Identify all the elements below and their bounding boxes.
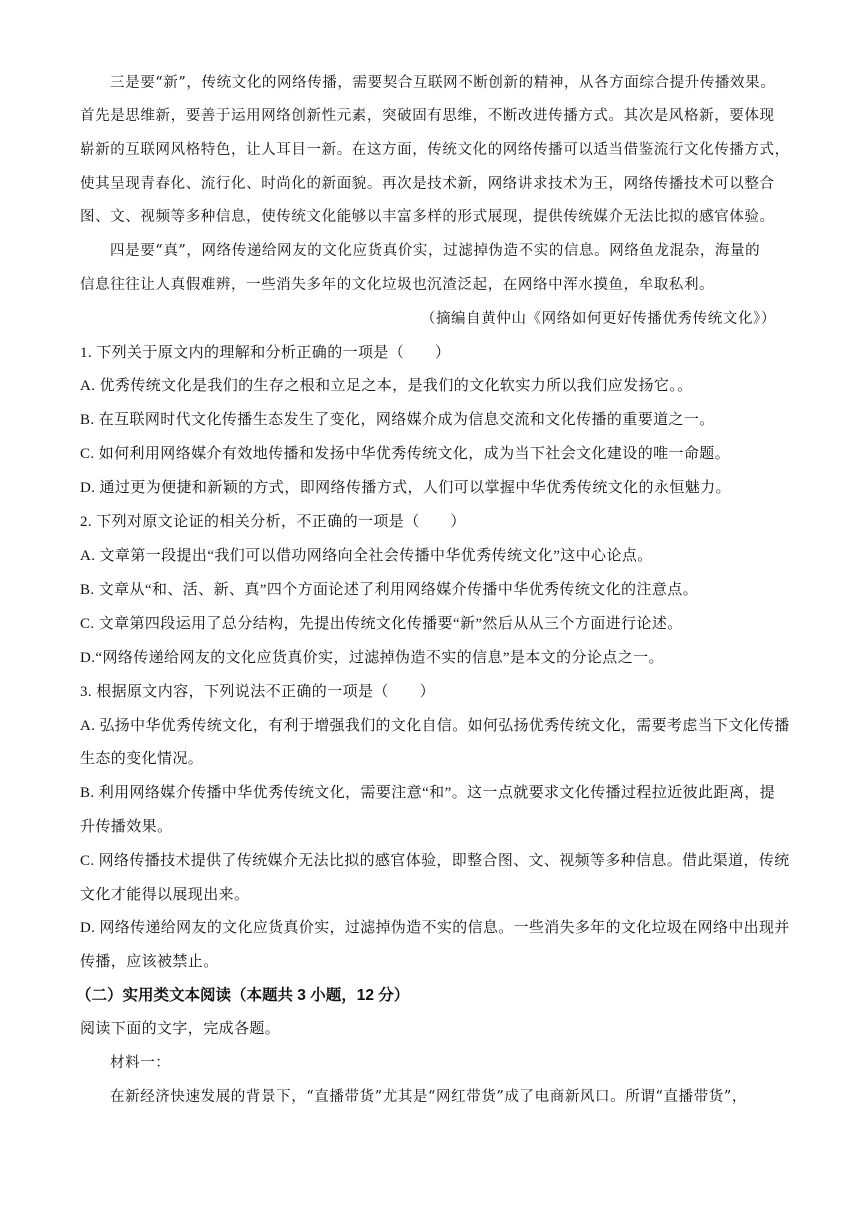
question-3-stem: 3. 根据原文内容，下列说法不正确的一项是（ ）: [80, 684, 436, 700]
passage-line: 三是要“新”，传统文化的网络传播，需要契合互联网不断创新的精神，从各方面综合提升传播效果。: [110, 75, 776, 91]
question-1-option-b: B. 在互联网时代文化传播生态发生了变化，网络媒介成为信息交流和文化传播的重要道之一。: [80, 412, 715, 428]
question-2-option-a: A. 文章第一段提出“我们可以借功网络向全社会传播中华优秀传统文化”这中心论点。: [80, 548, 653, 564]
passage-line: 使其呈现青春化、流行化、时尚化的新面貌。再次是技术新，网络讲求技术为王，网络传播技术可以整合: [80, 176, 775, 192]
passage-line: 信息往往让人真假难辨，一些消失多年的文化垃圾也沉渣泛起，在网络中浑水摸鱼，牟取私利。: [80, 277, 715, 293]
material-first-line: 在新经济快速发展的背景下，“直播带货”尤其是“网红带货”成了电商新风口。所谓“直播带货”，: [110, 1089, 747, 1105]
section-heading: （二）实用类文本阅读（本题共 3 小题，12 分）: [76, 987, 410, 1004]
question-2-option-b: B. 文章从“和、活、新、真”四个方面论述了利用网络媒介传播中华优秀传统文化的注意点。: [80, 582, 699, 598]
question-3-option-d: D. 网络传递给网友的文化应货真价实，过滤掉伪造不实的信息。一些消失多年的文化垃圾在网络中出现并: [80, 920, 790, 936]
question-1-stem: 1. 下列关于原文内的理解和分析正确的一项是（ ）: [80, 345, 451, 361]
passage-line: 四是要“真”，网络传递给网友的文化应货真价实，过滤掉伪造不实的信息。网络鱼龙混杂，海量的: [110, 243, 761, 259]
question-3-option-c: C. 网络传播技术提供了传统媒介无法比拟的感官体验，即整合图、文、视频等多种信息。借此渠道，传统: [80, 853, 790, 869]
question-2-option-c: C. 文章第四段运用了总分结构，先提出传统文化传播要“新”然后从从三个方面进行论述。: [80, 616, 683, 632]
question-2-stem: 2. 下列对原文论证的相关分析，不正确的一项是（ ）: [80, 514, 466, 530]
passage-line: 图、文、视频等多种信息，使传统文化能够以丰富多样的形式展现，提供传统媒介无法比拟的感官体验。: [80, 209, 775, 225]
question-2-option-d: D.“网络传递给网友的文化应货真价实，过滤掉伪造不实的信息”是本文的分论点之一。: [80, 650, 664, 666]
question-1-option-c: C. 如何利用网络媒介有效地传播和发扬中华优秀传统文化，成为当下社会文化建设的唯一命题。: [80, 446, 731, 462]
passage-source: （摘编自黄仲山《网络如何更好传播优秀传统文化》）: [420, 311, 776, 327]
question-1-option-a: A. 优秀传统文化是我们的生存之根和立足之本，是我们的文化软实力所以我们应发扬它。。: [80, 378, 693, 394]
question-3-option-b: B. 利用网络媒介传播中华优秀传统文化，需要注意“和”。这一点就要求文化传播过程拉近彼此距离，提: [80, 785, 776, 801]
question-3-option-c-cont: 文化才能得以展现出来。: [80, 887, 250, 903]
question-3-option-a-cont: 生态的变化情况。: [80, 751, 204, 767]
question-3-option-b-cont: 升传播效果。: [80, 819, 173, 835]
section-instruction: 阅读下面的文字，完成各题。: [80, 1021, 281, 1037]
passage-line: 崭新的互联网风格特色，让人耳目一新。在这方面，传统文化的网络传播可以适当借鉴流行文化传播方式，: [80, 142, 790, 158]
material-label: 材料一：: [110, 1055, 171, 1071]
passage-line: 首先是思维新，要善于运用网络创新性元素，突破固有思维，不断改进传播方式。其次是风格新，要体现: [80, 108, 775, 124]
question-3-option-a: A. 弘扬中华优秀传统文化，有利于增强我们的文化自信。如何弘扬优秀传统文化，需要考虑当下文化传播: [80, 718, 790, 734]
question-1-option-d: D. 通过更为便捷和新颖的方式，即网络传播方式，人们可以掌握中华优秀传统文化的永恒魅力。: [80, 480, 731, 496]
question-3-option-d-cont: 传播，应该被禁止。: [80, 954, 219, 970]
